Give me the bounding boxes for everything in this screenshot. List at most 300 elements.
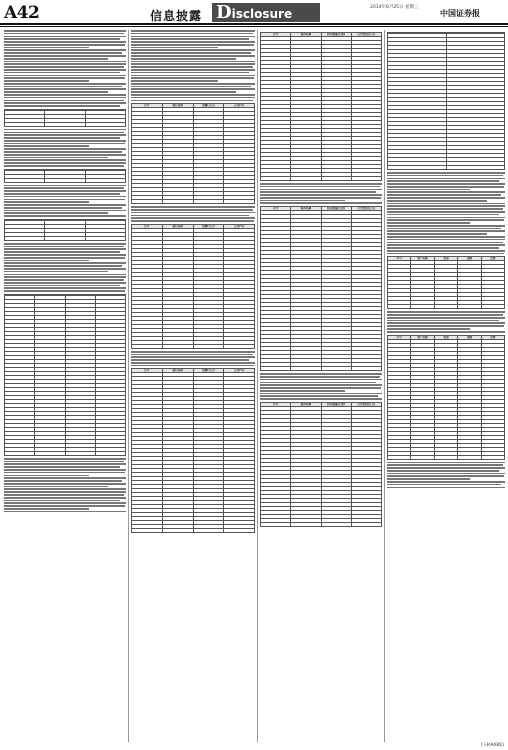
body-text-line: [387, 219, 504, 221]
table-header-cell: 债券名称: [291, 33, 321, 37]
body-text-line: [387, 244, 505, 246]
body-text-line: [260, 376, 380, 378]
body-text-line: [4, 105, 120, 107]
body-text-line: [131, 100, 253, 102]
table-cell: [481, 455, 504, 459]
body-text-line: [387, 478, 470, 480]
body-text-line: [4, 461, 124, 463]
body-text-line: [4, 63, 126, 65]
body-text-line: [4, 187, 124, 189]
body-text-line: [387, 228, 501, 230]
body-text-line: [4, 274, 126, 276]
masthead-rule: [0, 23, 508, 25]
body-text-line: [387, 208, 503, 210]
body-text-line: [4, 102, 126, 104]
body-text-line: [387, 197, 505, 199]
body-text-line: [4, 151, 122, 153]
table-header-cell: 占比(%): [224, 224, 255, 228]
body-text-line: [387, 222, 470, 224]
body-text-line: [131, 30, 255, 32]
body-text-line: [4, 38, 120, 40]
table-row: [132, 529, 255, 533]
column-divider: [257, 30, 258, 742]
body-text-line: [4, 500, 120, 502]
body-text-line: [4, 193, 120, 195]
body-text-line: [4, 502, 126, 504]
table-cell: [45, 122, 85, 126]
continued-note: (下转A43版): [481, 742, 504, 747]
body-text-line: [4, 185, 126, 187]
body-text-line: [387, 331, 505, 333]
body-text-line: [4, 262, 126, 264]
body-text-line: [4, 505, 125, 507]
body-text-line: [131, 94, 255, 96]
body-text-line: [260, 387, 381, 389]
body-text-line: [387, 253, 504, 255]
body-text-line: [4, 260, 89, 262]
table-cell: [85, 178, 125, 182]
body-text-line: [131, 61, 255, 63]
body-text-line: [4, 91, 108, 93]
table-cell: [434, 305, 457, 309]
body-text-line: [4, 66, 124, 68]
table-cell: [261, 522, 291, 526]
body-text-line: [387, 239, 505, 241]
body-text-line: [387, 250, 505, 252]
body-text-line: [387, 172, 505, 174]
body-text-line: [4, 190, 126, 192]
table-row: [132, 200, 255, 204]
body-text-line: [131, 80, 218, 82]
table-cell: [132, 344, 163, 348]
body-text-line: [4, 212, 108, 214]
table-cell: [411, 305, 434, 309]
body-text-line: [387, 328, 470, 330]
body-text-line: [131, 356, 255, 358]
table-row: [261, 522, 382, 526]
data-table: [387, 256, 505, 309]
body-text-line: [4, 83, 126, 85]
data-table: [260, 32, 382, 181]
body-text-line: [387, 233, 487, 235]
body-text-line: [131, 91, 236, 93]
masthead-rule-thin: [0, 26, 508, 27]
body-text-line: [4, 132, 124, 134]
table-cell: [65, 451, 95, 455]
body-text-line: [387, 311, 505, 313]
body-text-line: [387, 462, 505, 464]
body-text-line: [4, 215, 126, 217]
body-text-line: [4, 165, 124, 167]
body-text-line: [387, 230, 505, 232]
body-text-line: [4, 100, 124, 102]
body-text-line: [131, 75, 255, 77]
body-text-line: [387, 484, 501, 486]
table-header-cell: 金额(万元): [193, 104, 224, 108]
body-text-line: [260, 390, 345, 392]
table-row: [5, 178, 126, 182]
body-text-line: [387, 225, 505, 227]
table-header-cell: 序号: [388, 257, 411, 261]
table-header-cell: 序号: [261, 402, 291, 406]
table-row: [261, 367, 382, 371]
body-text-line: [131, 359, 249, 361]
table-header-cell: 持有数量(万张): [321, 207, 351, 211]
body-text-line: [4, 271, 108, 273]
body-text-line: [387, 464, 503, 466]
table-header-cell: 序号: [388, 335, 411, 339]
body-text-line: [387, 178, 505, 180]
data-table: [4, 219, 126, 241]
body-text-line: [131, 58, 236, 60]
body-text-line: [4, 157, 108, 159]
body-text-line: [4, 134, 126, 136]
table-header-cell: 持有数量(万张): [321, 402, 351, 406]
body-text-line: [131, 365, 254, 367]
body-text-line: [131, 217, 255, 219]
data-table: [4, 169, 126, 183]
body-text-line: [4, 508, 89, 510]
data-table: [260, 206, 382, 371]
table-header-cell: 银行名称: [162, 224, 193, 228]
body-text-line: [131, 38, 249, 40]
table-cell: [85, 236, 125, 240]
table-header-cell: 公允价值(万元): [351, 402, 381, 406]
body-text-line: [131, 212, 255, 214]
body-text-line: [4, 129, 126, 131]
column-4: [387, 30, 505, 742]
table-cell: [5, 178, 45, 182]
body-text-line: [131, 41, 255, 43]
body-text-line: [4, 61, 126, 63]
body-text-line: [387, 194, 501, 196]
column-2: [131, 30, 255, 742]
body-text-line: [4, 154, 126, 156]
body-text-line: [4, 287, 126, 289]
body-text-line: [260, 379, 382, 381]
body-text-line: [131, 83, 255, 85]
body-text-line: [4, 72, 120, 74]
body-text-line: [4, 248, 126, 250]
body-text-line: [260, 395, 378, 397]
table-row: [388, 305, 505, 309]
body-text-line: [4, 466, 120, 468]
body-text-line: [260, 189, 382, 191]
body-text-line: [4, 469, 126, 471]
body-text-line: [4, 494, 124, 496]
body-text-line: [4, 55, 126, 57]
body-text-line: [131, 209, 253, 211]
body-text-line: [260, 382, 376, 384]
table-cell: [5, 122, 45, 126]
table-cell: [45, 236, 85, 240]
table-cell: [261, 367, 291, 371]
body-text-line: [387, 236, 505, 238]
body-text-line: [131, 69, 255, 71]
body-text-line: [131, 220, 254, 222]
body-text-line: [387, 247, 499, 249]
body-text-line: [4, 30, 126, 32]
body-text-line: [4, 94, 126, 96]
column-divider: [128, 30, 129, 742]
table-cell: [291, 522, 321, 526]
table-cell: [388, 455, 411, 459]
body-text-line: [4, 41, 126, 43]
body-text-line: [4, 77, 125, 79]
body-text-line: [260, 200, 345, 202]
body-text-line: [4, 480, 122, 482]
body-text-line: [131, 77, 254, 79]
body-text-line: [387, 205, 505, 207]
table-cell: [321, 367, 351, 371]
body-text-line: [387, 475, 504, 477]
table-cell: [411, 455, 434, 459]
body-text-line: [387, 175, 503, 177]
body-text-line: [4, 86, 122, 88]
body-text-line: [4, 276, 126, 278]
table-cell: [458, 305, 481, 309]
table-cell: [351, 367, 381, 371]
table-cell: [321, 522, 351, 526]
body-text-line: [387, 217, 505, 219]
body-text-line: [131, 215, 249, 217]
body-text-line: [387, 180, 499, 182]
body-text-line: [4, 483, 126, 485]
table-cell: [321, 177, 351, 181]
body-text-line: [4, 257, 125, 259]
table-cell: [224, 344, 255, 348]
table-cell: [351, 177, 381, 181]
body-text-line: [131, 47, 218, 49]
column-1: [4, 30, 126, 742]
table-header-cell: 资产名称: [411, 257, 434, 261]
body-text-line: [387, 317, 505, 319]
body-text-line: [4, 137, 120, 139]
table-cell: [291, 367, 321, 371]
table-header-cell: 类别: [434, 335, 457, 339]
data-table: [131, 224, 255, 349]
body-text-line: [4, 140, 126, 142]
body-text-line: [4, 477, 126, 479]
body-text-line: [387, 191, 505, 193]
body-text-line: [260, 183, 382, 185]
body-text-line: [4, 145, 89, 147]
body-text-line: [131, 354, 253, 356]
table-cell: [261, 177, 291, 181]
table-cell: [388, 305, 411, 309]
body-text-line: [4, 491, 126, 493]
body-text-line: [4, 511, 126, 513]
table-cell: [481, 305, 504, 309]
column-3: [260, 30, 382, 742]
table-header-cell: 公允价值(万元): [351, 33, 381, 37]
body-text-line: [4, 199, 125, 201]
body-text-line: [4, 143, 125, 145]
body-text-line: [4, 279, 124, 281]
table-cell: [162, 200, 193, 204]
table-header-cell: 银行名称: [162, 369, 193, 373]
body-text-line: [4, 47, 89, 49]
body-text-line: [260, 398, 382, 400]
body-text-line: [387, 322, 505, 324]
section-title-rest: isclosure: [231, 7, 293, 21]
newspaper-name: 中国证券报: [440, 8, 480, 18]
body-text-line: [387, 183, 505, 185]
body-text-line: [4, 204, 126, 206]
table-row: [388, 455, 505, 459]
table-header-cell: 银行名称: [162, 104, 193, 108]
body-text-line: [387, 473, 505, 475]
body-text-line: [4, 285, 120, 287]
body-text-line: [4, 33, 124, 35]
table-row: [5, 236, 126, 240]
table-header-cell: 类别: [434, 257, 457, 261]
table-cell: [95, 451, 125, 455]
table-cell: [85, 122, 125, 126]
body-text-line: [387, 467, 505, 469]
table-header-cell: 公允价值(万元): [351, 207, 381, 211]
body-text-line: [4, 463, 126, 465]
body-text-line: [387, 189, 470, 191]
table-cell: [434, 455, 457, 459]
body-text-line: [387, 186, 504, 188]
body-text-line: [131, 63, 255, 65]
data-table: [4, 109, 126, 127]
table-header-cell: 债券名称: [291, 402, 321, 406]
table-header-cell: 金额(万元): [193, 369, 224, 373]
issue-date: 2014年6月25日 星期三: [370, 5, 419, 10]
table-cell: [291, 177, 321, 181]
body-text-line: [4, 243, 126, 245]
data-table: [387, 335, 505, 460]
table-header-cell: 序号: [261, 33, 291, 37]
body-text-line: [4, 88, 126, 90]
table-header-cell: 金额(万元): [193, 224, 224, 228]
body-text-line: [4, 69, 126, 71]
table-header-cell: 资产名称: [411, 335, 434, 339]
body-text-line: [4, 290, 125, 292]
body-text-line: [387, 200, 487, 202]
body-text-line: [260, 202, 382, 204]
body-text-line: [387, 242, 503, 244]
data-table: [131, 368, 255, 533]
table-cell: [132, 200, 163, 204]
body-text-line: [131, 206, 255, 208]
body-text-line: [387, 487, 505, 489]
table-header-cell: 持有数量(万张): [321, 33, 351, 37]
body-text-line: [4, 210, 126, 212]
table-cell: [351, 522, 381, 526]
body-text-line: [4, 488, 126, 490]
data-table: [260, 402, 382, 527]
body-text-line: [260, 384, 382, 386]
table-header-cell: 金额: [458, 335, 481, 339]
body-text-line: [387, 203, 505, 205]
body-text-line: [131, 33, 253, 35]
body-text-line: [4, 201, 89, 203]
table-cell: [446, 166, 505, 170]
section-title-initial: D: [216, 2, 232, 23]
masthead: [0, 0, 508, 26]
section-title-cn: 信息披露: [150, 9, 203, 23]
body-text-line: [4, 148, 126, 150]
body-text-line: [131, 86, 251, 88]
body-text-line: [4, 254, 126, 256]
body-text-line: [387, 320, 499, 322]
table-row: [5, 122, 126, 126]
body-text-line: [4, 44, 125, 46]
body-text-line: [131, 72, 249, 74]
table-header-cell: 占比(%): [224, 369, 255, 373]
data-table: [131, 103, 255, 204]
body-text-line: [131, 97, 255, 99]
table-cell: [162, 529, 193, 533]
body-text-line: [131, 52, 251, 54]
table-header-cell: 序号: [261, 207, 291, 211]
table-cell: [193, 344, 224, 348]
body-text-line: [4, 282, 126, 284]
body-text-line: [4, 97, 126, 99]
body-text-line: [4, 497, 126, 499]
table-cell: [224, 200, 255, 204]
body-text-line: [131, 362, 255, 364]
body-text-line: [131, 351, 255, 353]
body-text-line: [387, 325, 504, 327]
section-title-en: [212, 3, 320, 22]
body-text-line: [4, 268, 126, 270]
table-row: [5, 451, 126, 455]
body-text-line: [4, 36, 126, 38]
table-header-cell: 序号: [132, 369, 163, 373]
body-text-line: [4, 75, 126, 77]
body-text-line: [131, 36, 255, 38]
column-divider: [384, 30, 385, 742]
data-table: [387, 32, 505, 170]
body-text-line: [4, 486, 108, 488]
body-text-line: [387, 211, 505, 213]
body-text-line: [260, 194, 382, 196]
table-row: [388, 166, 505, 170]
table-row: [132, 344, 255, 348]
table-header-cell: 序号: [132, 224, 163, 228]
body-text-line: [260, 373, 382, 375]
body-text-line: [4, 80, 89, 82]
table-header-cell: 比例: [481, 257, 504, 261]
table-header-cell: 债券名称: [291, 207, 321, 211]
body-text-line: [260, 197, 381, 199]
table-cell: [132, 529, 163, 533]
table-cell: [5, 451, 35, 455]
body-text-line: [387, 214, 499, 216]
body-text-line: [387, 470, 499, 472]
body-text-line: [4, 52, 122, 54]
body-text-line: [4, 196, 126, 198]
body-text-line: [131, 49, 255, 51]
body-text-line: [4, 265, 122, 267]
table-cell: [193, 529, 224, 533]
body-text-line: [4, 251, 120, 253]
body-text-line: [4, 207, 122, 209]
table-cell: [388, 166, 447, 170]
page-number: A42: [4, 3, 40, 23]
body-text-line: [131, 55, 255, 57]
body-text-line: [131, 44, 254, 46]
table-cell: [45, 178, 85, 182]
body-text-line: [4, 58, 108, 60]
table-cell: [35, 451, 65, 455]
body-text-line: [131, 66, 253, 68]
table-cell: [5, 236, 45, 240]
